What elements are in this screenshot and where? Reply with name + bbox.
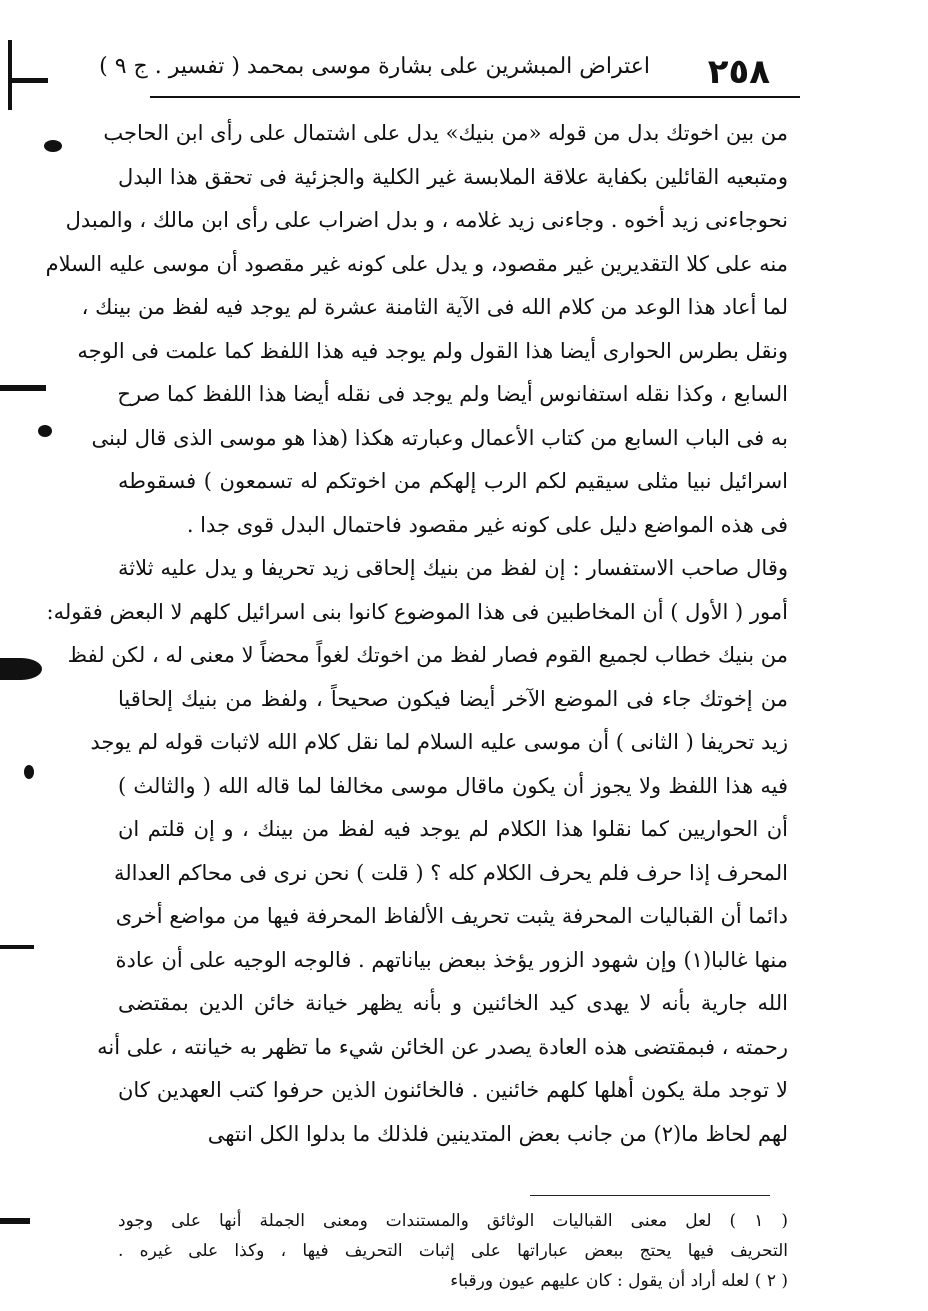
text-line: فيه هذا اللفظ ولا يجوز أن يكون ماقال موسى مخالفا لما قاله الله ( والثالث )	[118, 773, 788, 798]
footnote-line: ( ٢ ) لعله أراد أن يقول : كان عليهم عيون ورقباء	[450, 1271, 788, 1291]
text-line: لما أعاد هذا الوعد من كلام الله فى الآية الثامنة عشرة لم يوجد فيه لفظ من بينك ،	[81, 295, 788, 319]
footnotes	[118, 1206, 788, 1291]
text-line: المحرف إذا حرف فلم يحرف الكلام كله ؟ ( قلت ) نحن نرى فى محاكم العدالة	[113, 860, 788, 885]
running-title: اعتراض المبشرين على بشارة موسى بمحمد ( تفسير . ج ٩ )	[99, 54, 650, 79]
text-line: به فى الباب السابع من كتاب الأعمال وعبارته هكذا (هذا هو موسى الذى قال لبنى	[91, 425, 788, 450]
text-line: اسرائيل نبيا مثلى سيقيم لكم الرب إلهكم من اخوتكم له تسمعون ) فسقوطه	[118, 469, 788, 493]
text-line: منها غالبا(١) وإن شهود الزور يؤخذ ببعض بياناتهم . فالوجه الوجيه على أن عادة	[115, 947, 788, 972]
text-line: من بين اخوتك بدل من قوله «من بنيك» يدل على اشتمال على رأى ابن الحاجب	[103, 121, 788, 145]
text-line: وقال صاحب الاستفسار : إن لفظ من بنيك إلحاقى زيد تحريفا و يدل عليه ثلاثة	[118, 556, 788, 580]
text-line: منه على كلا التقديرين غير مقصود، و يدل على كونه غير مقصود أن موسى عليه السلام	[45, 251, 788, 276]
text-line: فى هذه المواضع دليل على كونه غير مقصود فاحتمال البدل قوى جدا .	[186, 512, 788, 537]
text-line: أن الحواريين كما نقلوا هذا الكلام لم يوجد فيه لفظ من بينك ، و إن قلتم ان	[118, 817, 788, 841]
text-line: أمور ( الأول ) أن المخاطبين فى هذا الموضوع كانوا بنى اسرائيل كلهم لا البعض فقوله:	[46, 599, 788, 624]
scan-blot	[24, 765, 34, 779]
text-line: زيد تحريفا ( الثانى ) أن موسى عليه السلام لما نقل كلام الله لاثبات قوله لم يوجد	[90, 730, 788, 754]
scan-edge-mark	[8, 78, 48, 83]
text-line: لا توجد ملة يكون أهلها كلهم خائنين . فالخائنون الذين حرفوا كتب العهدين كان	[118, 1078, 788, 1102]
header-rule	[150, 96, 800, 98]
page-header	[99, 42, 800, 98]
scan-edge-mark	[0, 385, 46, 391]
body-text	[45, 112, 788, 1156]
text-line: نحوجاءنى زيد أخوه . وجاءنى زيد غلامه ، و بدل اضراب على رأى ابن مالك ، والمبدل	[65, 208, 788, 232]
scan-blot	[44, 140, 62, 152]
text-line: دائما أن القباليات المحرفة يثبت تحريف الألفاظ المحرفة فيها من مواضع أخرى	[115, 904, 788, 928]
page-number: ٢٥٨	[707, 52, 770, 92]
text-line: رحمته ، فبمقتضى هذه العادة يصدر عن الخائن شيء ما تظهر به خيانته ، على أنه	[97, 1034, 788, 1059]
scan-edge-mark	[0, 658, 42, 680]
text-line: الله جارية بأنه لا يهدى كيد الخائنين و بأنه يظهر خيانة خائن الدين بمقتضى	[118, 991, 788, 1015]
text-line: السابع ، وكذا نقله استفانوس أيضا ولم يوجد فى نقله أيضا هذا اللفظ كما صرح	[117, 382, 788, 406]
text-line: من بنيك خطاب لجميع القوم فصار لفظ من اخوتك لغواً محضاً لا معنى له ، لكن لفظ	[67, 643, 788, 667]
text-line: لهم لحاظ ما(٢) من جانب بعض المتدينين فلذلك ما بدلوا الكل انتهى	[207, 1121, 788, 1146]
footnote-rule	[530, 1195, 770, 1196]
scan-edge-mark	[0, 1218, 30, 1224]
scan-edge-mark	[8, 40, 12, 110]
footnote-line: التحريف فيها يحتج ببعض عباراتها على إثبات التحريف فيها ، وكذا على غيره .	[118, 1241, 788, 1261]
text-line: ومتبعيه القائلين بكفاية علاقة الملابسة غير الكلية والجزئية فى تحقق هذا البدل	[118, 164, 788, 189]
text-line: ونقل بطرس الحوارى أيضا هذا القول ولم يوجد فيه هذا اللفظ كما علمت فى الوجه	[77, 338, 788, 363]
scan-edge-mark	[0, 945, 34, 949]
text-line: من إخوتك جاء فى الموضع الآخر أيضا فيكون صحيحاً ، ولفظ من بنيك إلحاقيا	[118, 686, 788, 711]
scan-blot	[38, 425, 52, 437]
footnote-line: ( ١ ) لعل معنى القباليات الوثائق والمستندات ومعنى الجملة أنها على وجود	[118, 1211, 788, 1231]
